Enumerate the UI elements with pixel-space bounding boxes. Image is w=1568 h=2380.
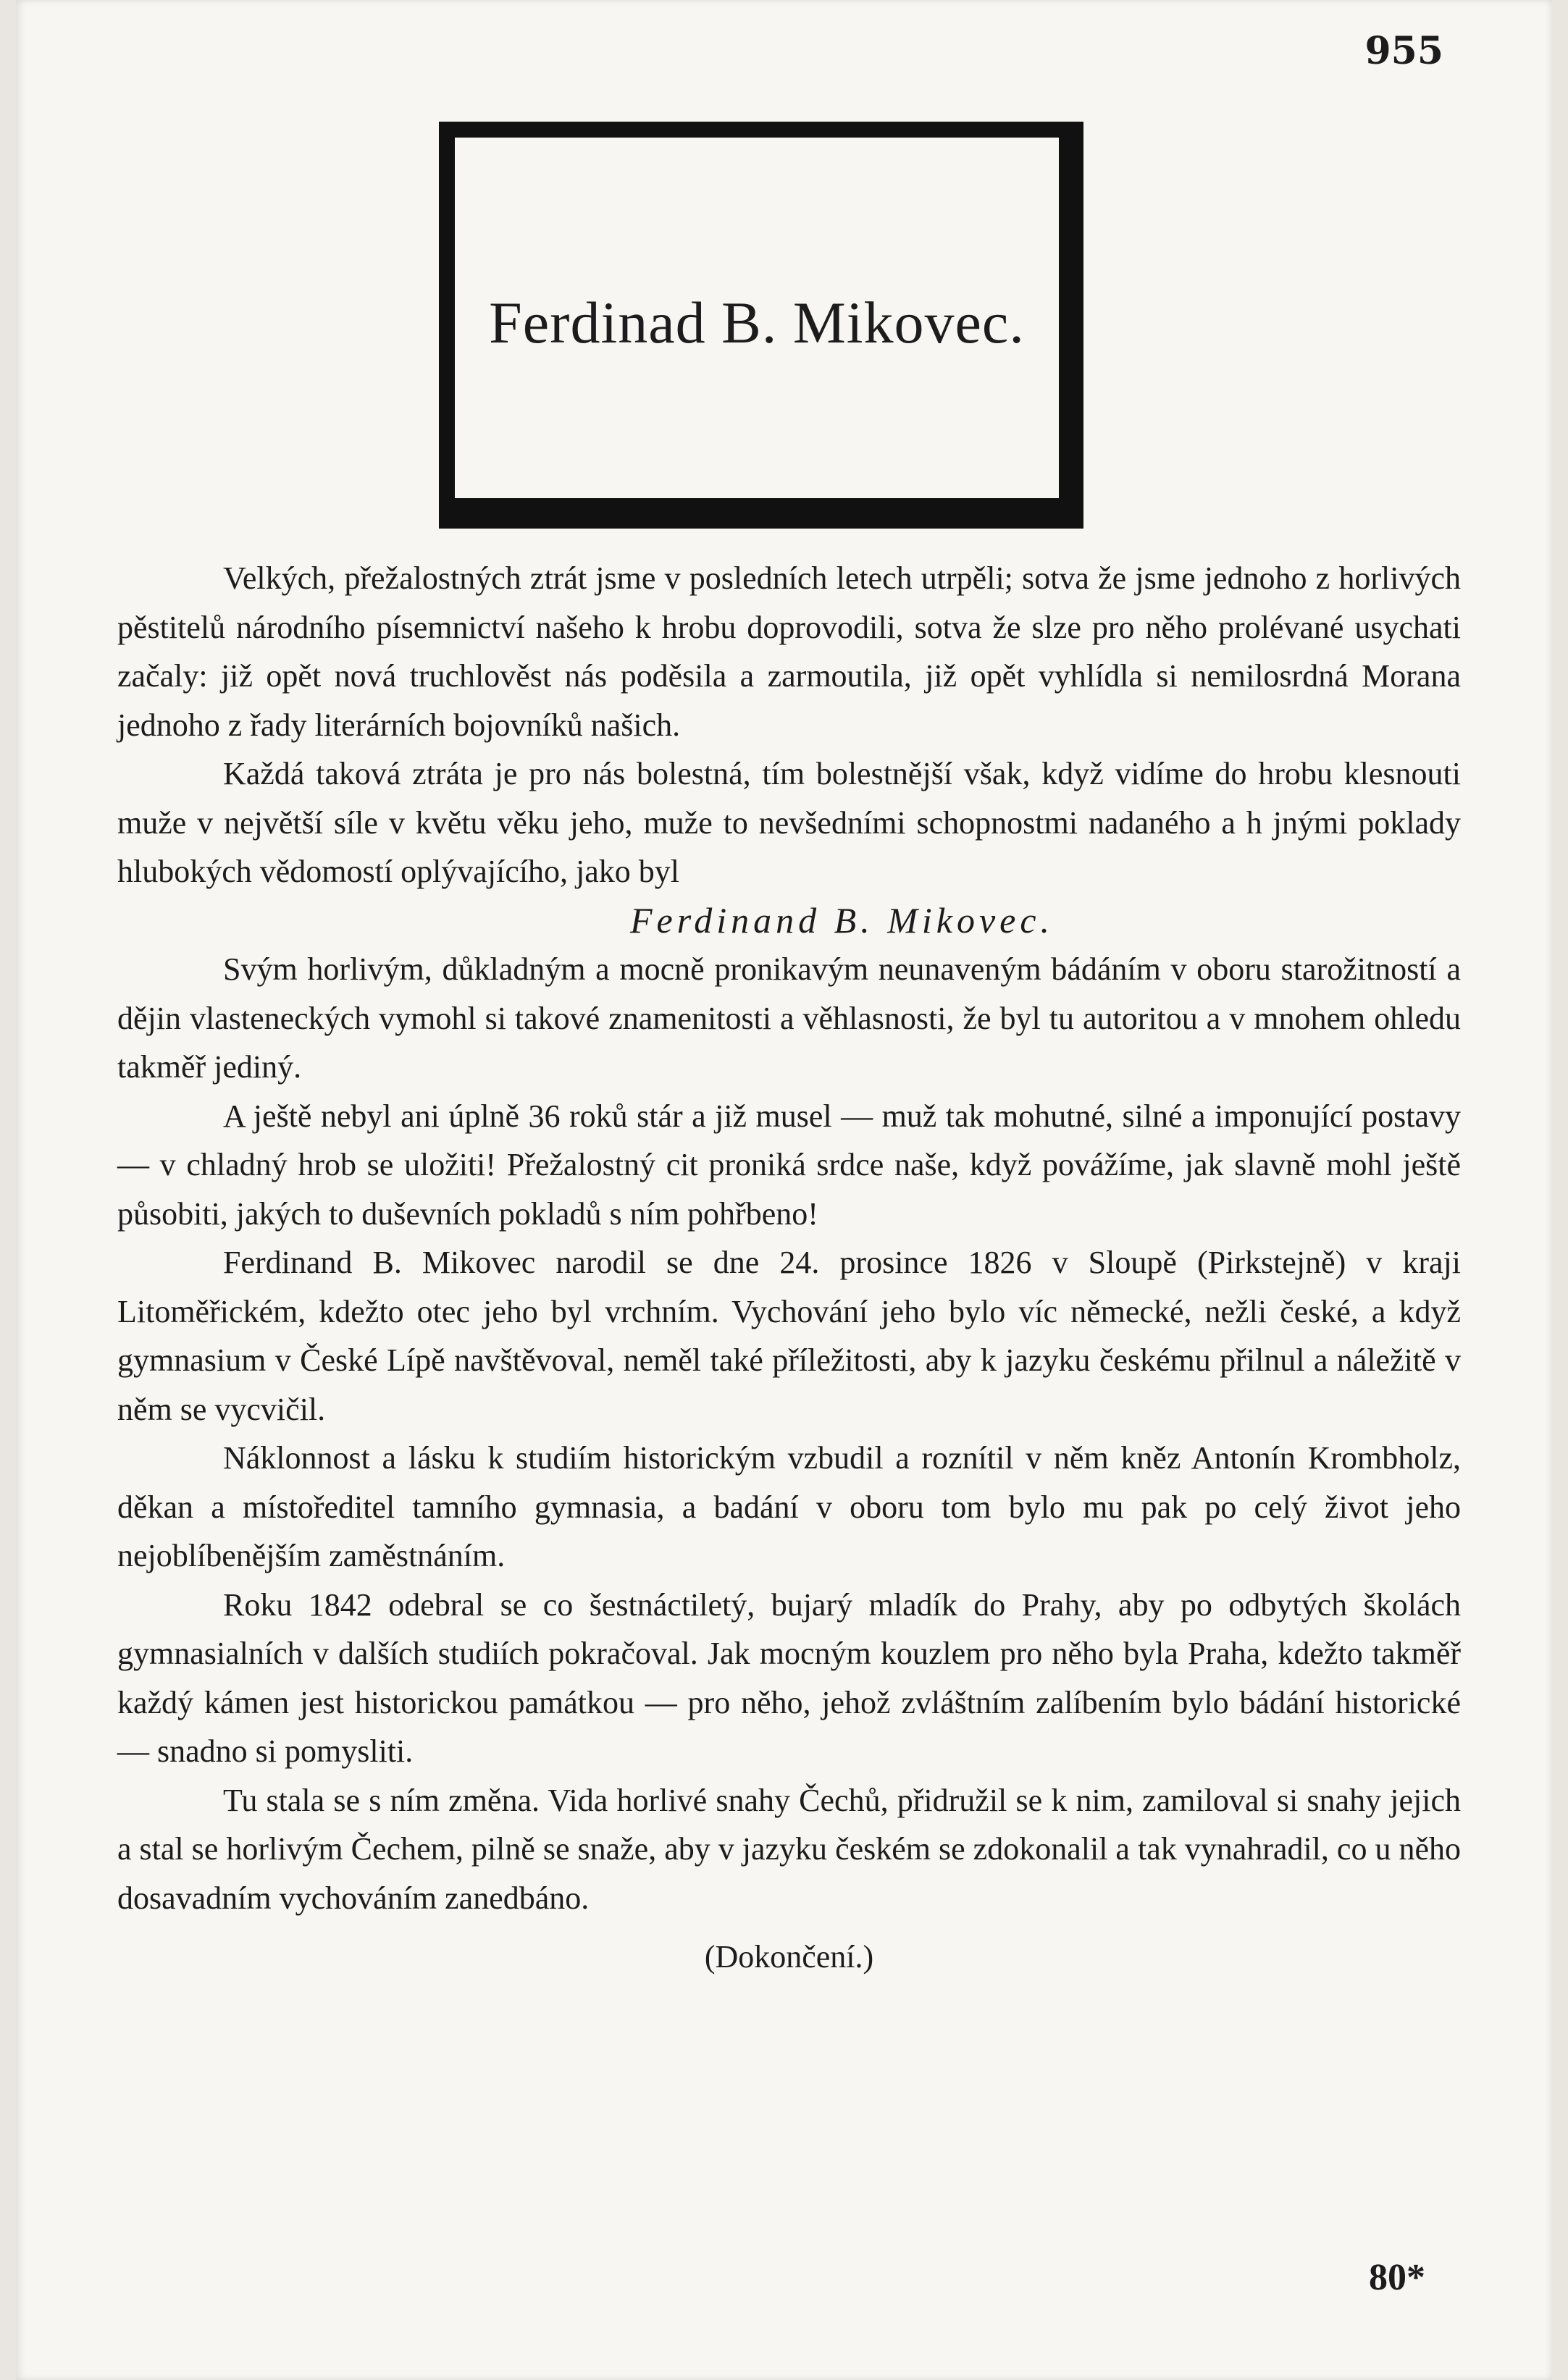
- paragraph-7: Roku 1842 odebral se co šestnáctiletý, bujarý mladík do Prahy, aby po odbytých školách gymnasialních v dalších studiích pokračoval. Jak mocným kouzlem pro něho byla Praha, kdežto takměř každý kámen jest historickou památkou — pro něho, jehož zvláštním zalíbením bylo bádání historické — snadno si pomysliti.: [117, 1586, 1461, 1769]
- page-number: 955: [1364, 29, 1443, 73]
- conclusion-marker: (Dokončení.): [704, 1939, 874, 1975]
- obituary-title: Ferdinad B. Mikovec.: [489, 290, 1025, 356]
- paragraph-5: Ferdinand B. Mikovec narodil se dne 24. prosince 1826 v Sloupě (Pirkstejně) v kraji Litoměřickém, kdežto otec jeho byl vrchním. Vychování jeho bylo víc německé, nežli české, a když gymnasium v České Lípě navštěvoval, neměl také příležitosti, aby k jazyku českému přilnul a náležitě v něm se vycvičil.: [117, 1245, 1461, 1427]
- paragraph-3: Svým horlivým, důkladným a mocně pronikavým neunaveným bádáním v oboru starožitností a dějin vlasteneckých vymohl si takové znamenitosti a věhlasnosti, že byl tu autoritou a v mnohem ohledu takměř jediný.: [117, 951, 1461, 1085]
- paragraph-4: A ještě nebyl ani úplně 36 roků stár a již musel — muž tak mohutné, silné a imponující postavy — v chladný hrob se uložiti! Přežalostný cit proniká srdce naše, když povážíme, jak slavně mohl ještě působiti, jakých to duševních pokladů s ním pohřbeno!: [117, 1098, 1461, 1232]
- signature-mark: 80*: [1369, 2257, 1425, 2298]
- paragraph-6: Náklonnost a lásku k studiím historickým vzbudil a roznítil v něm kněz Antonín Krombholz, děkan a místoředitel tamního gymnasia, a badání v oboru tom bylo mu pak po celý život jeho nejoblíbenějším zaměstnáním.: [117, 1440, 1461, 1573]
- name-line: Ferdinand B. Mikovec.: [629, 899, 1055, 941]
- article-body: [117, 554, 1461, 1982]
- obituary-black-frame: [439, 122, 1083, 529]
- paragraph-1: Velkých, přežalostných ztrát jsme v posledních letech utrpěli; sotva že jsme jednoho z horlivých pěstitelů národního písemnictví našeho k hrobu doprovodili, sotva že slze pro něho prolévané usychati začaly: již opět nová truchlověst nás poděsila a zarmoutila, již opět vyhlídla si nemilosrdná Morana jednoho z řady literárních bojovníků našich.: [117, 560, 1461, 743]
- newspaper-page: [16, 0, 1552, 2380]
- paragraph-2: Každá taková ztráta je pro nás bolestná, tím bolestnější však, když vidíme do hrobu klesnouti muže v největší síle v květu věku jeho, muže to nevšedními schopnostmi nadaného a h jnými poklady hlubokých vědomostí oplývajícího, jako byl: [117, 756, 1461, 889]
- paragraph-8: Tu stala se s ním změna. Vida horlivé snahy Čechů, přidružil se k nim, zamiloval si snahy jejich a stal se horlivým Čechem, pilně se snaže, aby v jazyku českém se zdokonalil a tak vynahradil, co u něho dosavadním vychováním zanedbáno.: [117, 1782, 1461, 1916]
